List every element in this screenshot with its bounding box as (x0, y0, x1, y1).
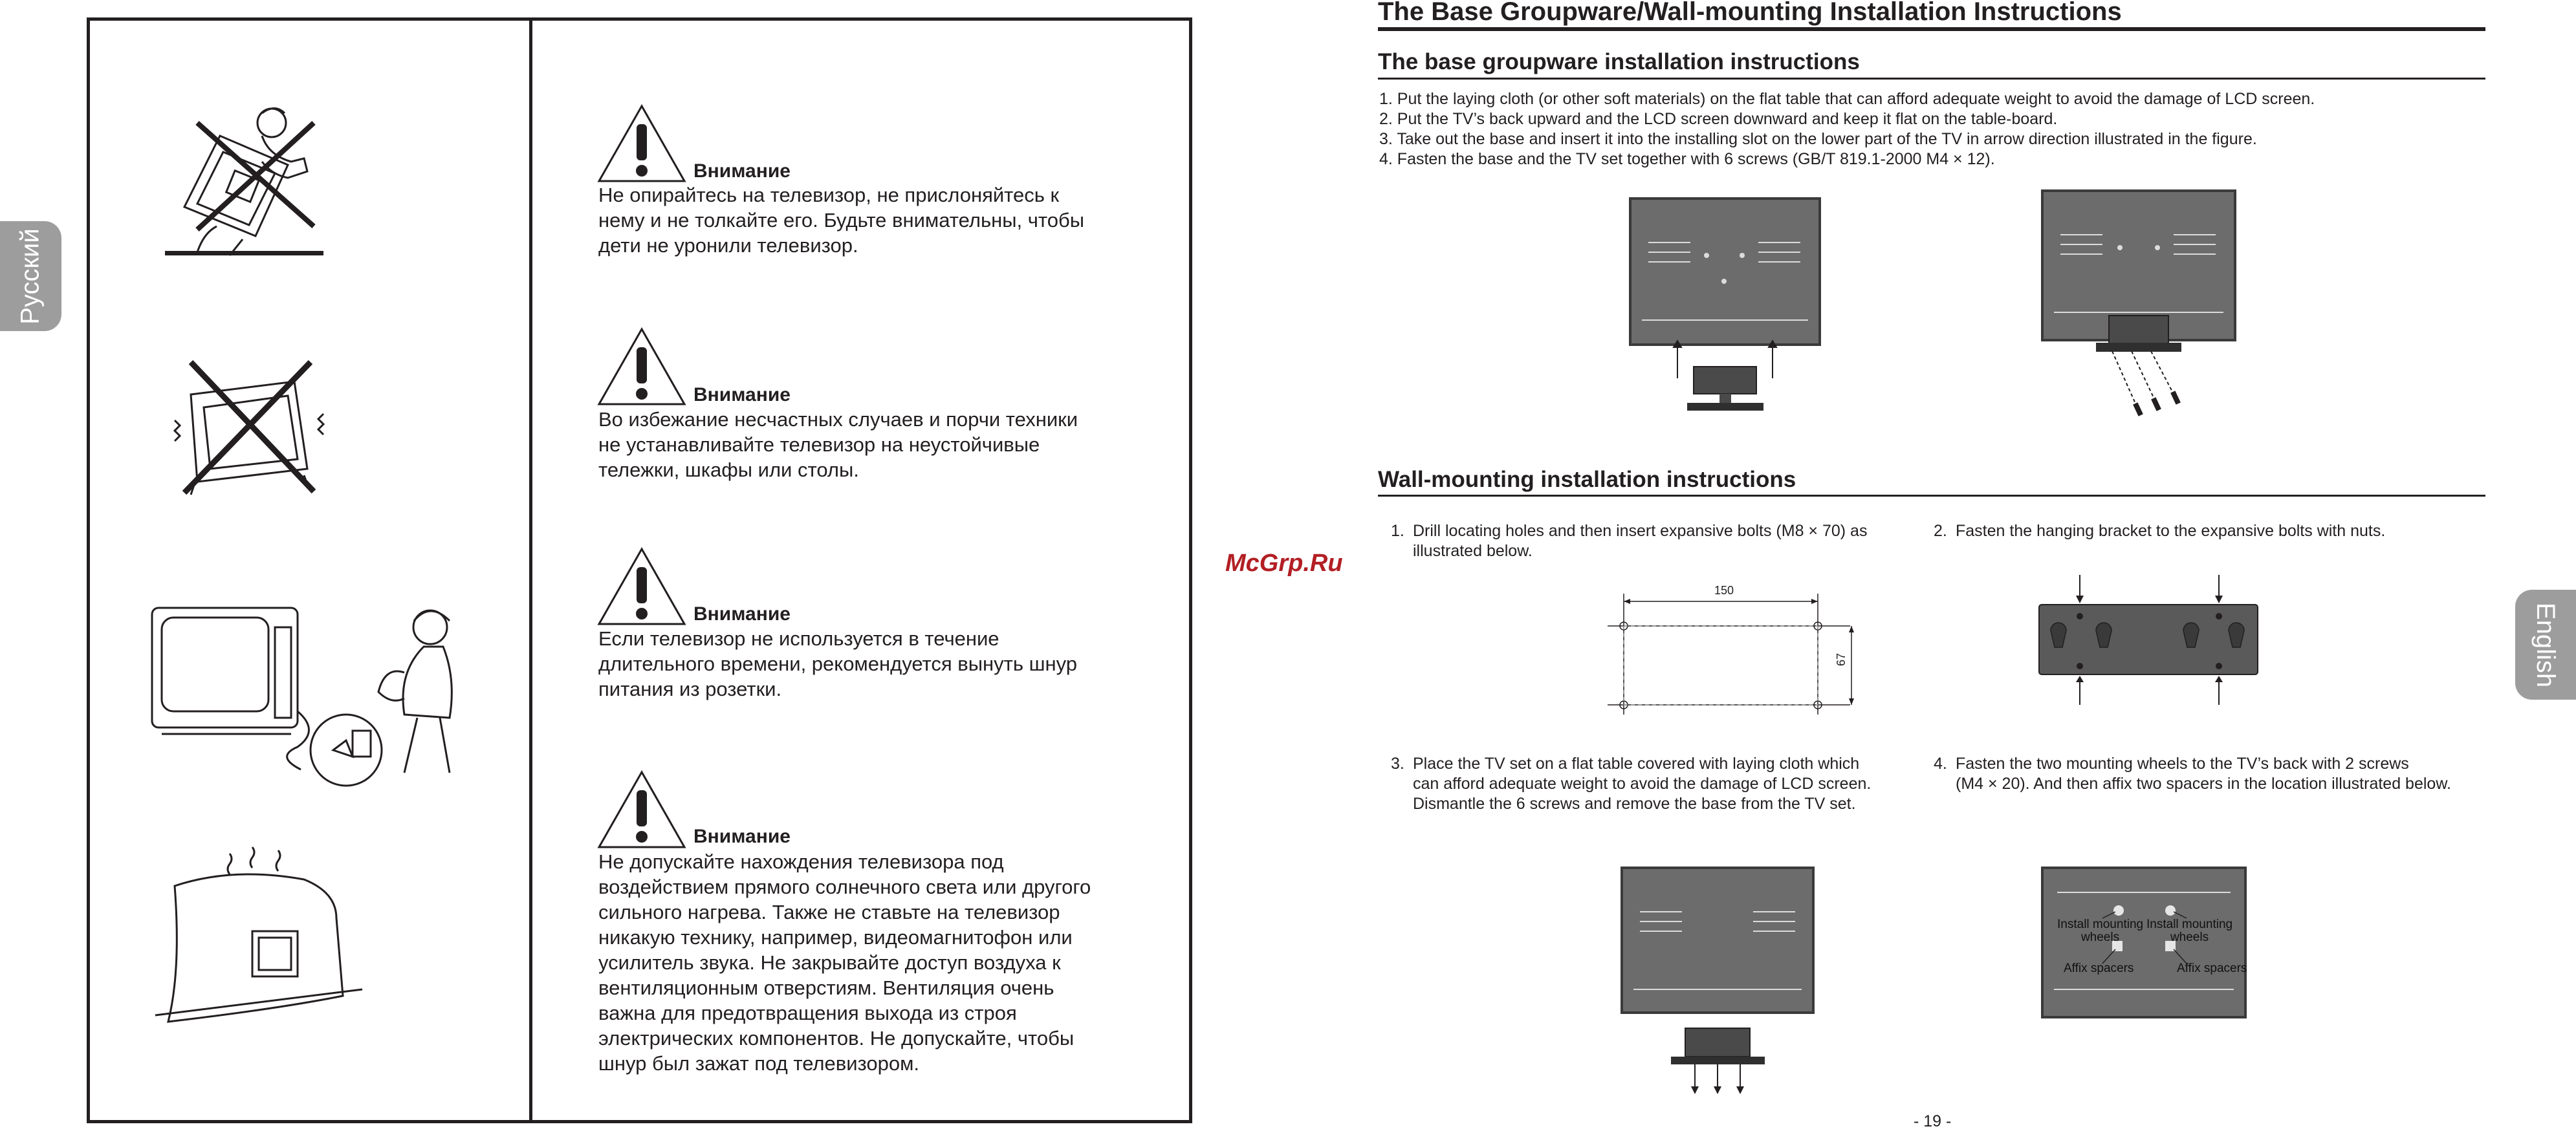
caution-icon (596, 327, 687, 407)
step-line: Fasten the two mounting wheels to the TV’s back with 2 screws (1956, 755, 2409, 773)
warning-line: шнур был зажат под телевизором. (598, 1052, 920, 1075)
warning-line: усилитель звука. Не закрывайте доступ воздуха к (598, 951, 1061, 974)
caution-icon (596, 103, 687, 184)
step-line: Drill locating holes and then insert expansive bolts (M8 × 70) as (1413, 522, 1868, 540)
warning-line: нему и не толкайте его. Будьте внимательны, чтобы (598, 209, 1085, 232)
warning-line: вентиляционным отверстиям. Вентиляция очень (598, 976, 1054, 999)
wall-step-1 (1391, 521, 1908, 561)
caution-icon (596, 770, 687, 850)
caution-title: Внимание (693, 603, 791, 625)
language-tab-label: Русский (16, 228, 45, 325)
step-line: (M4 × 20). And then affix two spacers in the location illustrated below. (1956, 775, 2451, 793)
step-line: Dismantle the 6 screws and remove the base from the TV set. (1413, 795, 1856, 813)
wall-step-2 (1934, 521, 2451, 541)
step-number: 2. (1934, 522, 1947, 540)
affix-spacers-label-right: Affix spacers (2177, 962, 2247, 975)
language-tab-english[interactable] (2515, 590, 2576, 700)
base-section-title: The base groupware installation instructions (1378, 49, 1860, 74)
caution-icon (596, 546, 687, 627)
caution-title: Внимание (693, 160, 791, 182)
warning-text-4 (598, 849, 1142, 1076)
step-number: 3. (1391, 755, 1404, 773)
warning-line: сильного нагрева. Также не ставьте на телевизор (598, 901, 1060, 923)
base-screws-diagram (2041, 189, 2236, 422)
label-line: wheels (2080, 931, 2120, 944)
label-line: wheels (2170, 931, 2209, 944)
drill-holes-diagram (1604, 582, 1863, 718)
warning-line: тележки, шкафы или столы. (598, 458, 859, 481)
unstable-stand-illustration (165, 356, 340, 498)
title-rule (1378, 27, 2485, 31)
caution-title: Внимание (693, 826, 791, 847)
watermark: McGrp.Ru (1225, 550, 1343, 577)
base-step: 1. Put the laying cloth (or other soft materials) on the flat table that can afford adequate weight to avoid the damage of LCD screen. (1379, 90, 2315, 108)
base-step: 3. Take out the base and insert it into the installing slot on the lower part of the TV in arrow direction illustrated in the figure. (1379, 130, 2257, 148)
warning-line: воздействием прямого солнечного света или другого (598, 876, 1091, 898)
covered-tv-illustration (149, 841, 369, 1035)
dimension-width: 150 (1714, 584, 1734, 597)
warning-line: Во избежание несчастных случаев и порчи техники (598, 408, 1078, 431)
page-title: The Base Groupware/Wall-mounting Installation Instructions (1378, 0, 2122, 26)
caution-title: Внимание (693, 384, 791, 405)
language-tab-russian[interactable] (0, 221, 61, 331)
hanging-bracket-diagram (2031, 572, 2264, 708)
warning-line: питания из розетки. (598, 678, 782, 700)
language-tab-label: English (2531, 602, 2560, 687)
warning-text-2 (598, 407, 1142, 482)
install-wheels-label-right (2146, 918, 2232, 944)
step-line: Fasten the hanging bracket to the expansive bolts with nuts. (1956, 522, 2386, 540)
warning-text-1 (598, 182, 1142, 258)
base-step: 4. Fasten the base and the TV set together with 6 screws (GB/T 819.1-2000 M4 × 12). (1379, 150, 1995, 168)
page-number: - 19 - (1914, 1112, 1952, 1130)
unplug-tv-illustration (146, 601, 495, 795)
remove-base-diagram (1621, 867, 1815, 1099)
warning-line: важна для предотвращения выхода из строя (598, 1002, 1017, 1024)
step-number: 4. (1934, 755, 1947, 773)
base-steps-list (1379, 89, 2315, 169)
install-wheels-label-left (2057, 918, 2143, 944)
warning-line: никакую технику, например, видеомагнитофон или (598, 926, 1073, 949)
base-step: 2. Put the TV’s back upward and the LCD screen downward and keep it flat on the table-board. (1379, 110, 2058, 128)
dimension-height: 67 (1835, 652, 1848, 666)
wall-section-title: Wall-mounting installation instructions (1378, 467, 1796, 492)
warning-line: Не допускайте нахождения телевизора под (598, 850, 1004, 873)
affix-spacers-label-left: Affix spacers (2064, 962, 2134, 975)
warning-text-3 (598, 626, 1142, 702)
step-number: 1. (1391, 522, 1404, 540)
warning-line: Если телевизор не используется в течение (598, 627, 999, 650)
frame-divider (529, 17, 532, 1123)
wall-step-3 (1391, 754, 1908, 814)
label-line: Install mounting (2146, 918, 2233, 931)
warning-line: дети не уронили телевизор. (598, 234, 858, 257)
step-line: Place the TV set on a flat table covered with laying cloth which (1413, 755, 1860, 773)
leaning-on-tv-illustration (158, 97, 353, 265)
warning-line: не устанавливайте телевизор на неустойчивые (598, 433, 1040, 456)
warning-line: электрических компонентов. Не допускайте, чтобы (598, 1027, 1075, 1050)
label-line: Install mounting (2057, 918, 2144, 931)
base-insert-diagram (1629, 197, 1821, 417)
section-rule (1378, 78, 2485, 80)
step-line: illustrated below. (1413, 542, 1533, 560)
warning-line: длительного времени, рекомендуется вынуть шнур (598, 652, 1078, 675)
warning-line: Не опирайтесь на телевизор, не прислоняйтесь к (598, 184, 1060, 206)
wall-step-4 (1934, 754, 2503, 794)
section-rule (1378, 495, 2485, 497)
step-line: can afford adequate weight to avoid the damage of LCD screen. (1413, 775, 1872, 793)
